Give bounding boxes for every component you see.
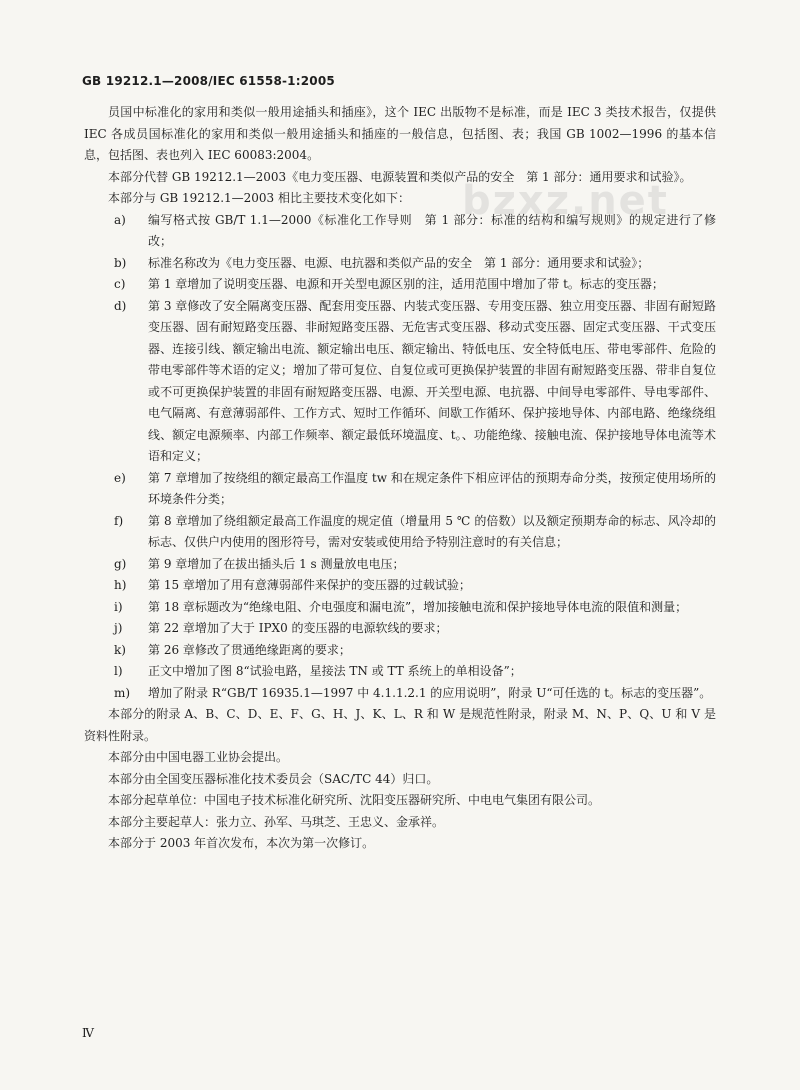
annex-statement: 本部分的附录 A、B、C、D、E、F、G、H、J、K、L、R 和 W 是规范性附录，附录 M、N、P、Q、U 和 V 是资料性附录。 bbox=[84, 707, 716, 743]
list-item bbox=[84, 274, 716, 296]
item-text: 第 18 章标题改为“绝缘电阻、介电强度和漏电流”，增加接触电流和保护接地导体电流的限值和测量； bbox=[148, 599, 688, 614]
replacement-paragraph: 本部分代替 GB 19212.1—2003《电力变压器、电源装置和类似产品的安全 第 1 部分：通用要求和试验》。 bbox=[108, 169, 692, 184]
drafting-organizations: 本部分起草单位：中国电子技术标准化研究所、沈阳变压器研究所、中电电气集团有限公司。 bbox=[108, 793, 601, 807]
administered-by: 本部分由全国变压器标准化技术委员会（SAC/TC 44）归口。 bbox=[108, 771, 439, 786]
item-label: j) bbox=[114, 621, 123, 635]
list-item bbox=[84, 210, 716, 253]
item-text: 第 7 章增加了按绕组的额定最高工作温度 tw 和在规定条件下相应评估的预期寿命分类，按预定使用场所的环境条件分类； bbox=[148, 470, 716, 506]
changes-intro: 本部分与 GB 19212.1—2003 相比主要技术变化如下： bbox=[108, 191, 411, 205]
item-label: f) bbox=[114, 513, 124, 528]
item-label: h) bbox=[114, 578, 127, 592]
item-text: 第 1 章增加了说明变压器、电源和开关型电源区别的注，适用范围中增加了带 t。标志的变压器； bbox=[148, 277, 664, 291]
item-label: l) bbox=[114, 664, 123, 678]
item-text: 正文中增加了图 8“试验电路，星接法 TN 或 TT 系统上的单相设备”； bbox=[148, 664, 522, 678]
item-label: a) bbox=[114, 212, 126, 227]
list-item bbox=[84, 618, 716, 640]
list-item bbox=[84, 253, 716, 275]
list-item bbox=[84, 468, 716, 511]
item-label: d) bbox=[114, 298, 127, 313]
list-item bbox=[84, 597, 716, 619]
item-text: 第 15 章增加了用有意薄弱部件来保护的变压器的过载试验； bbox=[148, 578, 471, 592]
list-item bbox=[84, 661, 716, 683]
main-drafters: 本部分主要起草人：张力立、孙军、马琪芝、王忠义、金承祥。 bbox=[108, 814, 445, 829]
list-item bbox=[84, 554, 716, 576]
foreword-body bbox=[84, 102, 716, 855]
publication-history: 本部分于 2003 年首次发布，本次为第一次修订。 bbox=[108, 836, 375, 850]
changes-list bbox=[84, 210, 716, 705]
item-text: 第 8 章增加了绕组额定最高工作温度的规定值（增量用 5 ℃ 的倍数）以及额定预期寿命的标志、风冷却的标志、仅供户内使用的图形符号，需对安装或使用给予特别注意时的有关信息； bbox=[148, 513, 716, 549]
list-item bbox=[84, 575, 716, 597]
item-label: i) bbox=[114, 599, 123, 614]
proposed-by: 本部分由中国电器工业协会提出。 bbox=[108, 750, 289, 764]
item-text: 第 22 章增加了大于 IPX0 的变压器的电源软线的要求； bbox=[148, 621, 448, 635]
item-text: 第 3 章修改了安全隔离变压器、配套用变压器、内装式变压器、专用变压器、独立用变压器、非固有耐短路变压器、固有耐短路变压器、非耐短路变压器、无危害式变压器、移动式变压器、固定式变压器、干式变压器、连接引线、额定输出电流、额定输出电压、额定输出、特低电压、安全特低电压、带电零部件、危险的带电零部件等术语的定义；增加了带可复位、自复位或可更换保护装置的非固有耐短路变压器、带非自复位或不可更换保护装置的非固有耐短路变压器、电源、开关型电源、电抗器、中间导电零部件、导电零部件、电气隔离、有意薄弱部件、工作方式、短时工作循环、间歇工作循环、保护接地导体、内部电路、绝缘绕组线、额定电源频率、内部工作频率、额定最低环境温度、t。、功能绝缘、接触电流、保护接地导体电流等术语和定义； bbox=[148, 298, 716, 463]
list-item bbox=[84, 296, 716, 468]
item-text: 增加了附录 R“GB/T 16935.1—1997 中 4.1.1.2.1 的应用说明”，附录 U“可任选的 t。标志的变压器”。 bbox=[148, 685, 712, 700]
item-label: g) bbox=[114, 556, 127, 571]
item-text: 编写格式按 GB/T 1.1—2000《标准化工作导则 第 1 部分：标准的结构和编写规则》的规定进行了修改； bbox=[148, 212, 716, 248]
item-label: k) bbox=[114, 642, 126, 657]
item-label: c) bbox=[114, 277, 126, 291]
list-item bbox=[84, 511, 716, 554]
standard-number-header: GB 19212.1—2008/IEC 61558-1:2005 bbox=[82, 74, 335, 88]
item-label: e) bbox=[114, 470, 126, 485]
watermark: bzxz.net bbox=[462, 178, 669, 224]
item-label: b) bbox=[114, 255, 127, 270]
item-text: 第 26 章修改了贯通绝缘距离的要求； bbox=[148, 642, 351, 657]
list-item bbox=[84, 640, 716, 662]
intro-continuation: 员国中标准化的家用和类似一般用途插头和插座》，这个 IEC 出版物不是标准，而是 IEC 3 类技术报告，仅提供 IEC 各成员国标准化的家用和类似一般用途插头和插座的一般信息，包括图、表；我国 GB 1002—1996 的基本信息，包括图、表也列入 IEC 60083:2004。 bbox=[84, 105, 716, 162]
item-label: m) bbox=[114, 685, 131, 700]
page-number: Ⅳ bbox=[82, 1026, 94, 1040]
item-text: 第 9 章增加了在拔出插头后 1 s 测量放电电压； bbox=[148, 556, 405, 571]
item-text: 标准名称改为《电力变压器、电源、电抗器和类似产品的安全 第 1 部分：通用要求和试验》； bbox=[148, 255, 650, 270]
list-item bbox=[84, 683, 716, 705]
